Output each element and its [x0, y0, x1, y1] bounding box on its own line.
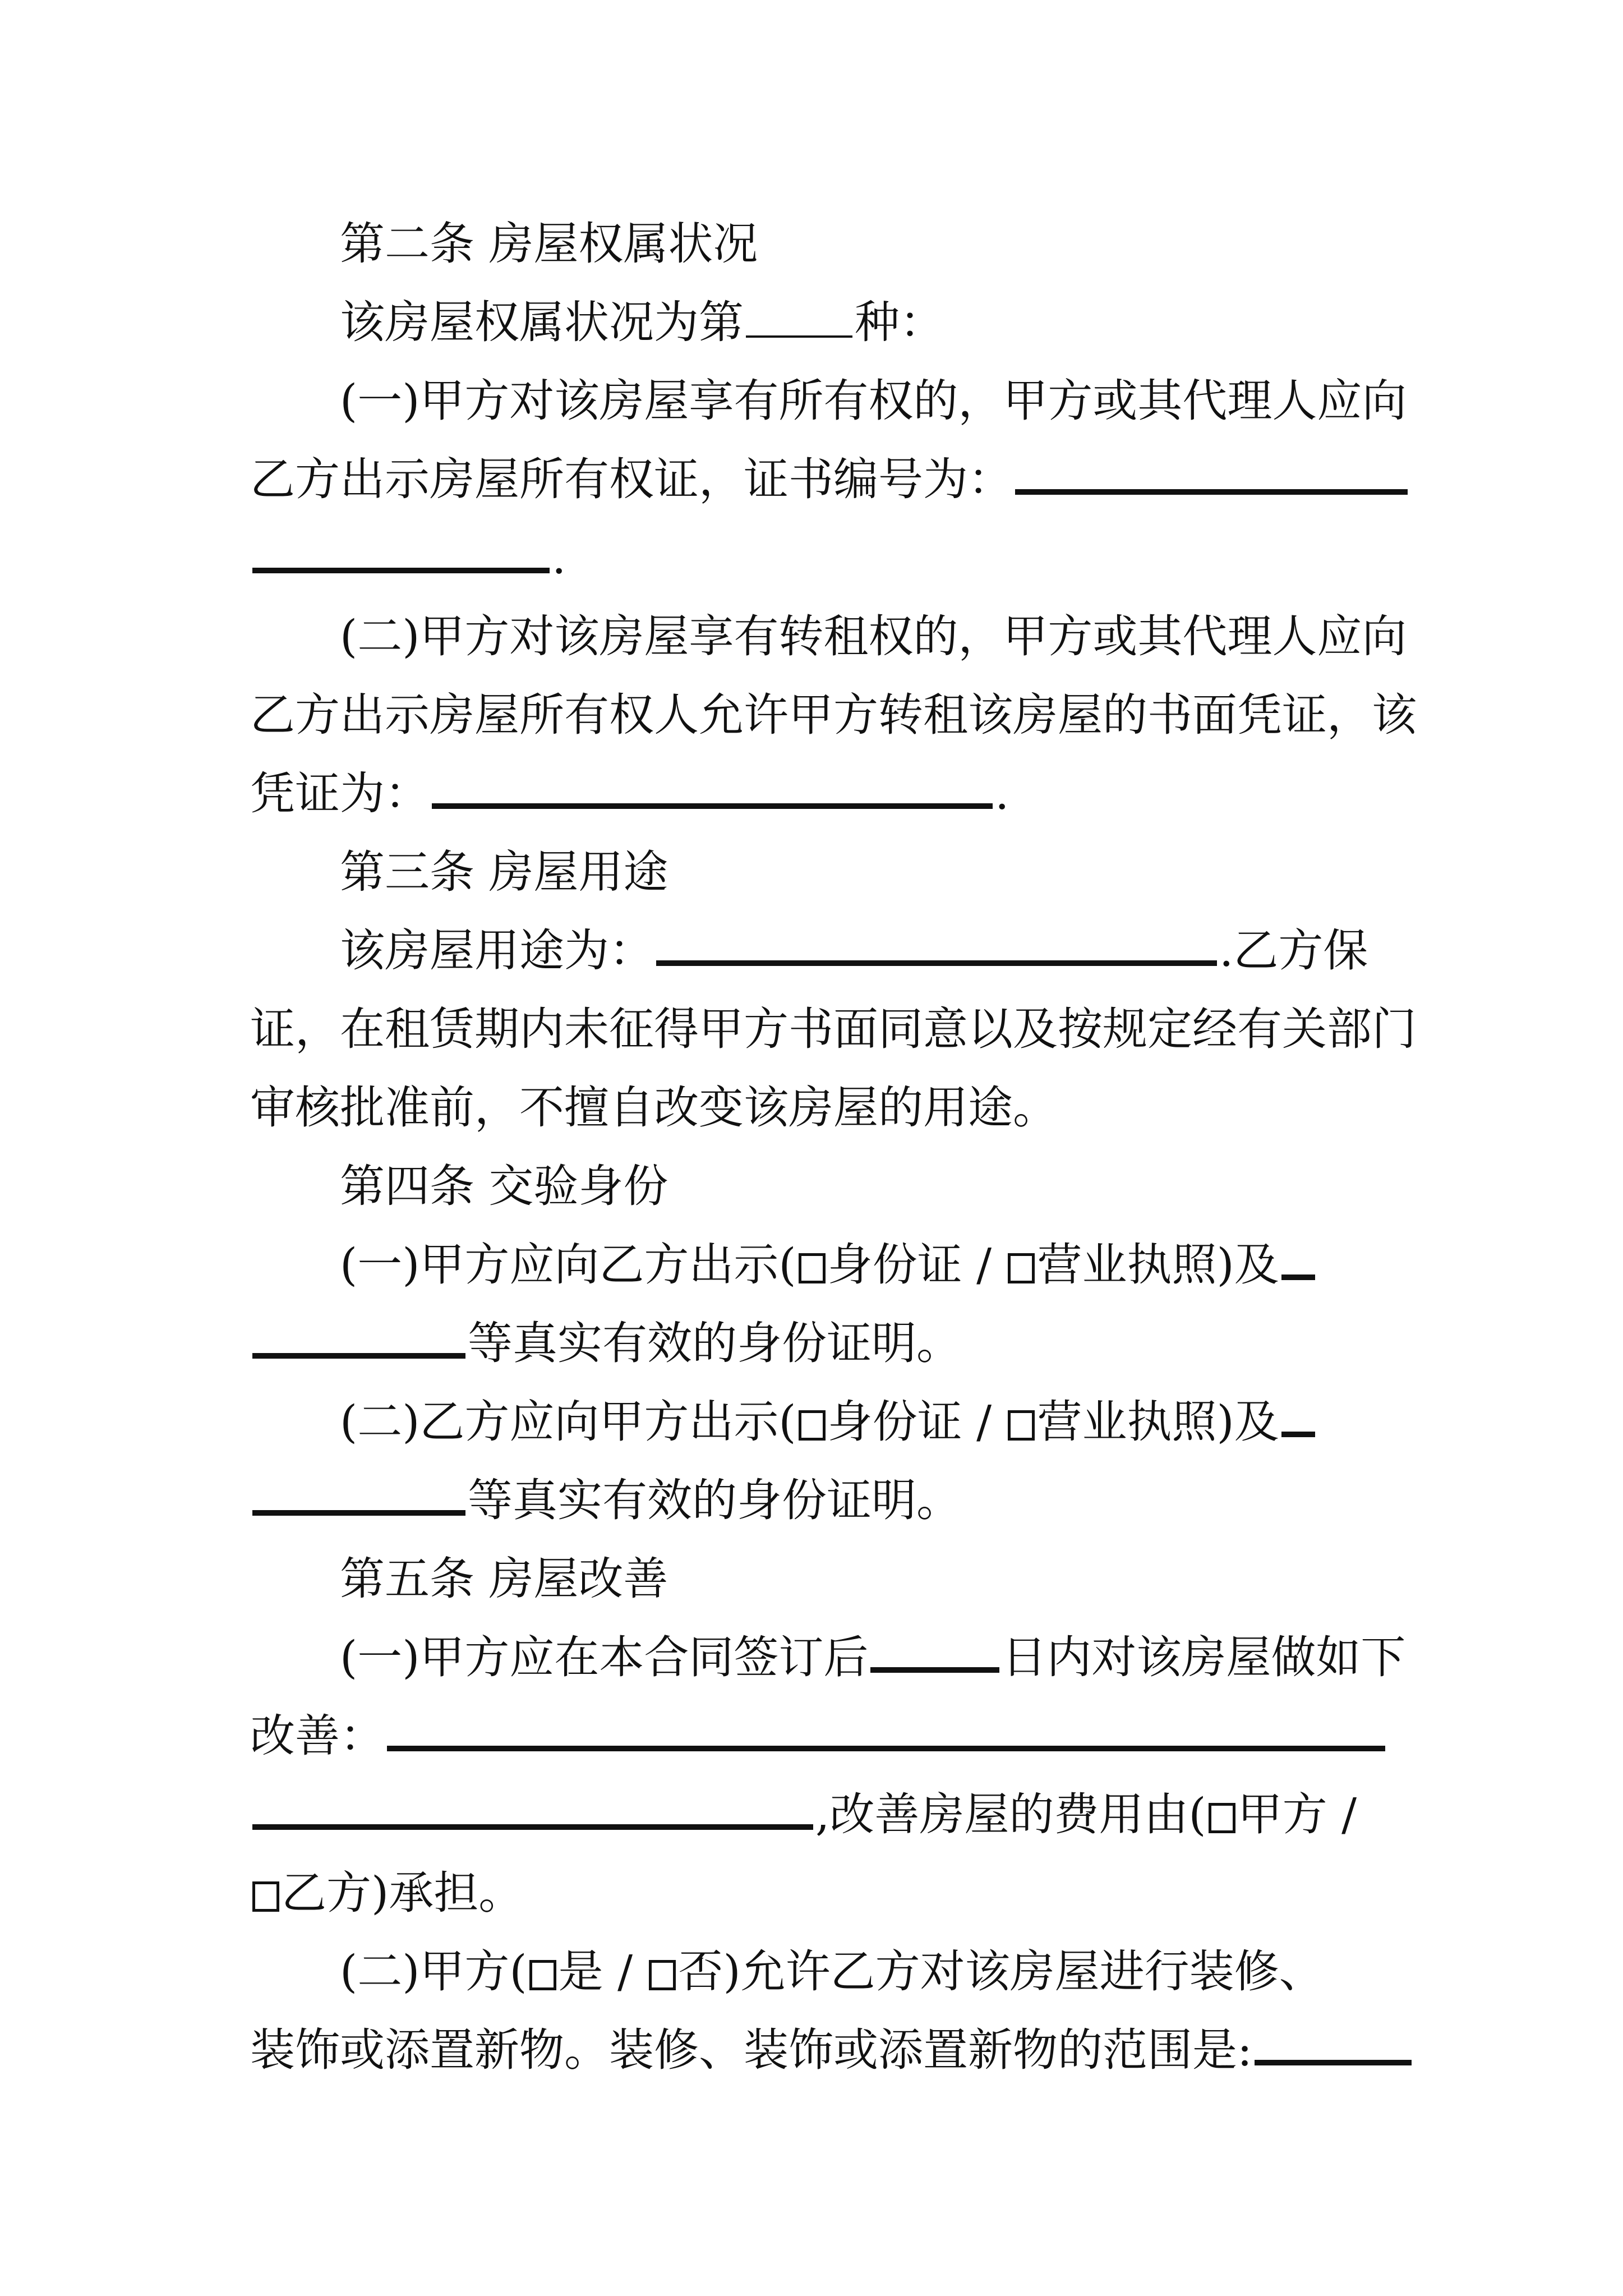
other-id-blank [1281, 1432, 1315, 1437]
article-5-heading: 第五条 房屋改善 [340, 1553, 668, 1605]
certificate-number-blank [1015, 489, 1408, 495]
clause-2-1-line-3: . [250, 527, 1391, 589]
clause-5-1-line-1: (一)甲方应在本合同签订后 日内对该房屋做如下 [340, 1631, 1406, 1683]
business-license-checkbox[interactable] [1008, 1253, 1035, 1283]
article-3-heading: 第三条 房屋用途 [340, 846, 668, 898]
clause-2-2-line-2: 乙方出示房屋所有权人允许甲方转租该房屋的书面凭证，该 [250, 689, 1417, 741]
id-card-checkbox[interactable] [799, 1410, 826, 1441]
clause-5-2-line-1: (二)甲方( 是 / 否)允许乙方对该房屋进行装修、 [340, 1945, 1324, 1998]
article-2-heading: 第二条 房屋权属状况 [340, 218, 758, 270]
clause-2-1-line-2: 乙方出示房屋所有权证，证书编号为： [250, 449, 1391, 510]
decoration-scope-blank [1255, 2060, 1412, 2065]
article-4-heading: 第四条 交验身份 [340, 1160, 668, 1212]
usage-line-1: 该房屋用途为： .乙方保 [340, 924, 1368, 977]
improvement-blank [387, 1746, 1385, 1751]
clause-4-1-line-1: (一)甲方应向乙方出示( 身份证 / 营业执照)及 [340, 1234, 1391, 1296]
other-id-blank [1281, 1274, 1315, 1280]
usage-blank [656, 960, 1217, 966]
improvement-blank-cont [252, 1824, 813, 1830]
days-blank [870, 1667, 999, 1673]
clause-2-2-line-3: 凭证为： . [250, 767, 1009, 820]
id-card-checkbox[interactable] [799, 1253, 826, 1283]
business-license-checkbox[interactable] [1008, 1410, 1035, 1441]
clause-5-2-line-2: 装饰或添置新物。装修、装饰或添置新物的范围是: [250, 2019, 1391, 2081]
voucher-blank [432, 803, 993, 809]
other-id-blank-cont [252, 1510, 465, 1516]
party-b-checkbox[interactable] [252, 1881, 279, 1912]
other-id-blank-cont [252, 1353, 465, 1359]
clause-5-1-line-3: ,改善房屋的费用由( 甲方 / [250, 1784, 1391, 1846]
usage-line-3: 审核批准前，不擅自改变该房屋的用途。 [250, 1082, 1058, 1134]
clause-4-2-line-1: (二)乙方应向甲方出示( 身份证 / 营业执照)及 [340, 1391, 1391, 1453]
clause-2-1-line-1: (一)甲方对该房屋享有所有权的，甲方或其代理人应向 [340, 375, 1407, 427]
usage-line-2: 证，在租赁期内未征得甲方书面同意以及按规定经有关部门 [250, 1003, 1417, 1055]
certificate-number-blank-cont [252, 568, 550, 573]
clause-2-2-line-1: (二)甲方对该房屋享有转租权的，甲方或其代理人应向 [340, 610, 1407, 662]
party-a-checkbox[interactable] [1209, 1803, 1235, 1833]
no-checkbox[interactable] [649, 1960, 676, 1990]
yes-checkbox[interactable] [529, 1960, 556, 1990]
clause-5-1-line-4: 乙方)承担。 [250, 1862, 1391, 1924]
clause-5-1-line-2: 改善： [250, 1705, 1391, 1767]
ownership-type-blank [746, 335, 852, 338]
clause-4-1-line-2: 等真实有效的身份证明。 [250, 1313, 1391, 1374]
clause-4-2-line-2: 等真实有效的身份证明。 [250, 1470, 1391, 1531]
ownership-type-line: 该房屋权属状况为第 种： [340, 296, 944, 348]
